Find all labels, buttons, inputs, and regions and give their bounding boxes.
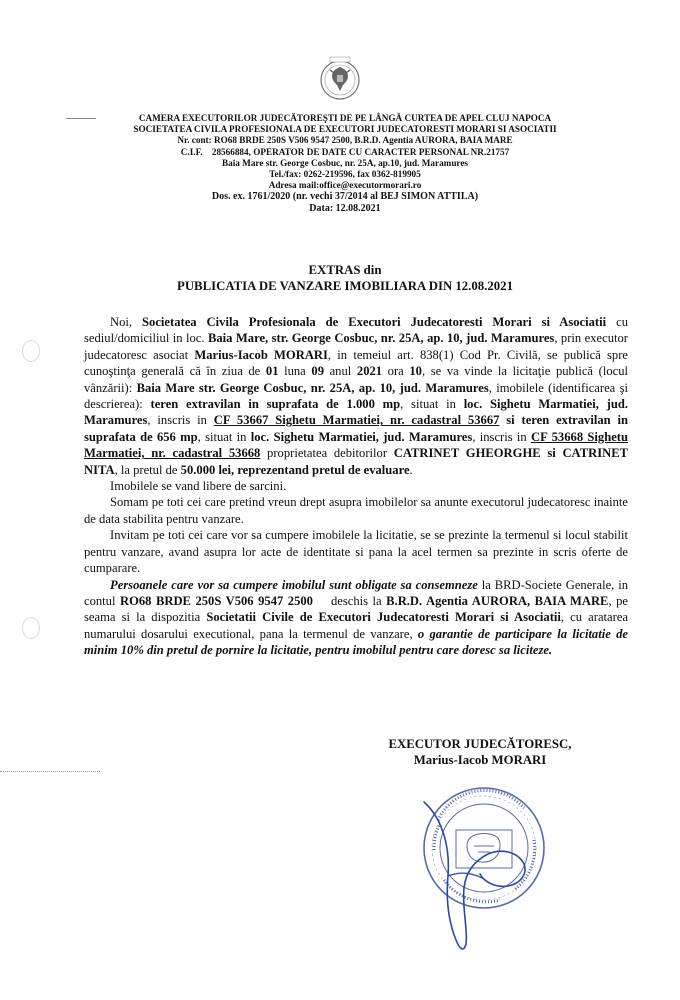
text: , la pretul de: [114, 462, 181, 477]
property-2-description: si teren extravilan in suprafata de 656 mp: [84, 413, 628, 444]
bailiff-name: Marius-Iacob MORARI: [194, 347, 328, 362]
text: , cu aratarea numarului dosarului executional, pana la termenul de vanzare,: [84, 610, 628, 641]
title-line-2: PUBLICATIA DE VANZARE IMOBILIARA DIN 12.08.2021: [177, 279, 513, 293]
bailiff-firm-name: Societatea Civila Profesionala de Executori Judecatoresti Morari si Asociatii: [142, 315, 607, 329]
price: 50.000 lei, reprezentand pretul de evaluare: [180, 462, 410, 477]
debtor-names: CATRINET GHEORGHE si CATRINET NITA: [84, 446, 628, 477]
letterhead-line-5: Baia Mare str. George Cosbuc, nr. 25A, ap.10, jud. Maramures: [221, 157, 468, 168]
text: , in temeiul art. 838(1) Cod Pr. Civilă, se publică spre cunoştinţa generală că în ziua de: [84, 347, 628, 379]
text: luna: [278, 364, 312, 379]
property-2-location: loc. Sighetu Marmatiei, jud. Maramures: [250, 429, 473, 444]
text: , inscris in: [147, 413, 214, 428]
guarantee-text: o garantie de participare la licitatie de minim 10% din pretul de pornire la licitatie, pentru imobilul pentru care doresc sa liciteze.: [84, 626, 628, 658]
text: Noi,: [110, 315, 143, 329]
text: , imobilele (identificarea şi descrierea):: [84, 380, 628, 412]
letterhead-line-1: CAMERA EXECUTORILOR JUDECĂTOREŞTI DE PE LÂNGĂ CURTEA DE APEL CLUJ NAPOCA: [138, 113, 552, 123]
text: la BRD-Societe Generale, in contul: [84, 577, 628, 608]
firm-name-repeat: Societatii Civile de Executori Judecatoresti Morari si Asociatii: [206, 610, 561, 625]
paragraph-guarantee: [84, 577, 628, 659]
letterhead-line-6: Tel./fax: 0262-219596, fax 0362-819905: [269, 169, 421, 180]
bank-branch: B.R.D. Agentia AURORA, BAIA MARE: [386, 593, 609, 608]
signatory-role: EXECUTOR JUDECĂTORESC,: [388, 737, 572, 751]
signatory-name: Marius-Iacob MORARI: [413, 753, 547, 767]
text: , situat in: [400, 397, 464, 412]
auction-day: 01: [265, 364, 279, 379]
firm-address: Baia Mare, str. George Cosbuc, nr. 25A, ap. 10, jud. Maramures: [207, 331, 555, 346]
coat-of-arms-seal: [318, 56, 362, 102]
text: cu sediul/domiciliul in loc.: [84, 315, 628, 346]
letterhead-line-9: Data: 12.08.2021: [309, 202, 381, 214]
text: , se va vinde la licitaţie publică (locul vânzării):: [84, 364, 629, 395]
letterhead-line-7: Adresa mail:office@executormorari.ro: [268, 180, 422, 191]
letterhead-line-4: C.I.F. 28566884, OPERATOR DE DATE CU CARACTER PERSONAL NR.21757: [180, 146, 510, 157]
punch-hole-bottom: [22, 617, 40, 639]
signature-block: [330, 736, 630, 768]
letterhead-line-8: Dos. ex. 1761/2020 (nr. vechi 37/2014 al BEJ SIMON ATTILA): [211, 191, 479, 203]
text: ora: [382, 364, 410, 379]
property-2-cadastral: CF 53668 Sighetu Marmatiei, nr. cadastral 53668: [84, 429, 628, 461]
punch-hole-top: [22, 340, 40, 362]
dotted-line: [0, 771, 100, 772]
text: .: [409, 462, 413, 477]
letterhead-line-3: Nr. cont: RO68 BRDE 250S V506 9547 2500, B.R.D. Agentia AURORA, BAIA MARE: [177, 135, 513, 146]
auction-year: 2021: [356, 364, 383, 379]
property-1-description: teren extravilan in suprafata de 1.000 mp: [150, 397, 401, 412]
text: Persoanele care vor sa cumpere imobilul sunt obligate sa consemneze: [110, 577, 478, 592]
paragraph-invitation: Invitam pe toti cei care vor sa cumpere imobilele la licitatie, se se prezinte la termenul si locul stabilit pentru vanzare, avand asupra lor acte de identitate si pana la acel termen sa prezinte in scris oferte de cumparare.: [84, 528, 628, 576]
title-line-1: EXTRAS din: [308, 263, 382, 277]
paragraph-free-of-charges: Imobilele se vand libere de sarcini.: [110, 479, 287, 494]
text: , inscris in: [472, 429, 532, 444]
document-title: [60, 262, 630, 294]
document-body: [84, 314, 628, 659]
paragraph-main: [84, 314, 628, 478]
auction-month: 09: [311, 364, 324, 379]
property-1-cadastral: CF 53667 Sighetu Marmatiei, nr. cadastral 53667: [213, 413, 500, 428]
letterhead: [60, 113, 630, 214]
text: deschis la: [312, 593, 387, 608]
official-stamp-and-signature: [404, 780, 564, 960]
property-1-location: loc. Sighetu Marmatiei, jud. Maramures: [84, 397, 628, 428]
auction-hour: 10: [409, 364, 422, 379]
auction-location: Baia Mare str. George Cosbuc, nr. 25A, ap. 10, jud. Maramures: [136, 380, 489, 395]
text: , prin executor judecatoresc asociat: [84, 331, 628, 362]
paragraph-summons: Somam pe toti cei care pretind vreun drept asupra imobilelor sa anunte executorul judecatoresc inainte de data stabilita pentru vanzare.: [84, 495, 628, 526]
text: proprietatea debitorilor: [260, 446, 394, 461]
text: , situat in: [197, 429, 251, 444]
text: anul: [323, 364, 357, 379]
text: , pe seama si la dispozitia: [84, 593, 628, 625]
bank-account: RO68 BRDE 250S V506 9547 2500: [119, 593, 313, 608]
letterhead-line-2: SOCIETATEA CIVILA PROFESIONALA DE EXECUTORI JUDECATORESTI MORARI SI ASOCIATII: [133, 124, 557, 135]
